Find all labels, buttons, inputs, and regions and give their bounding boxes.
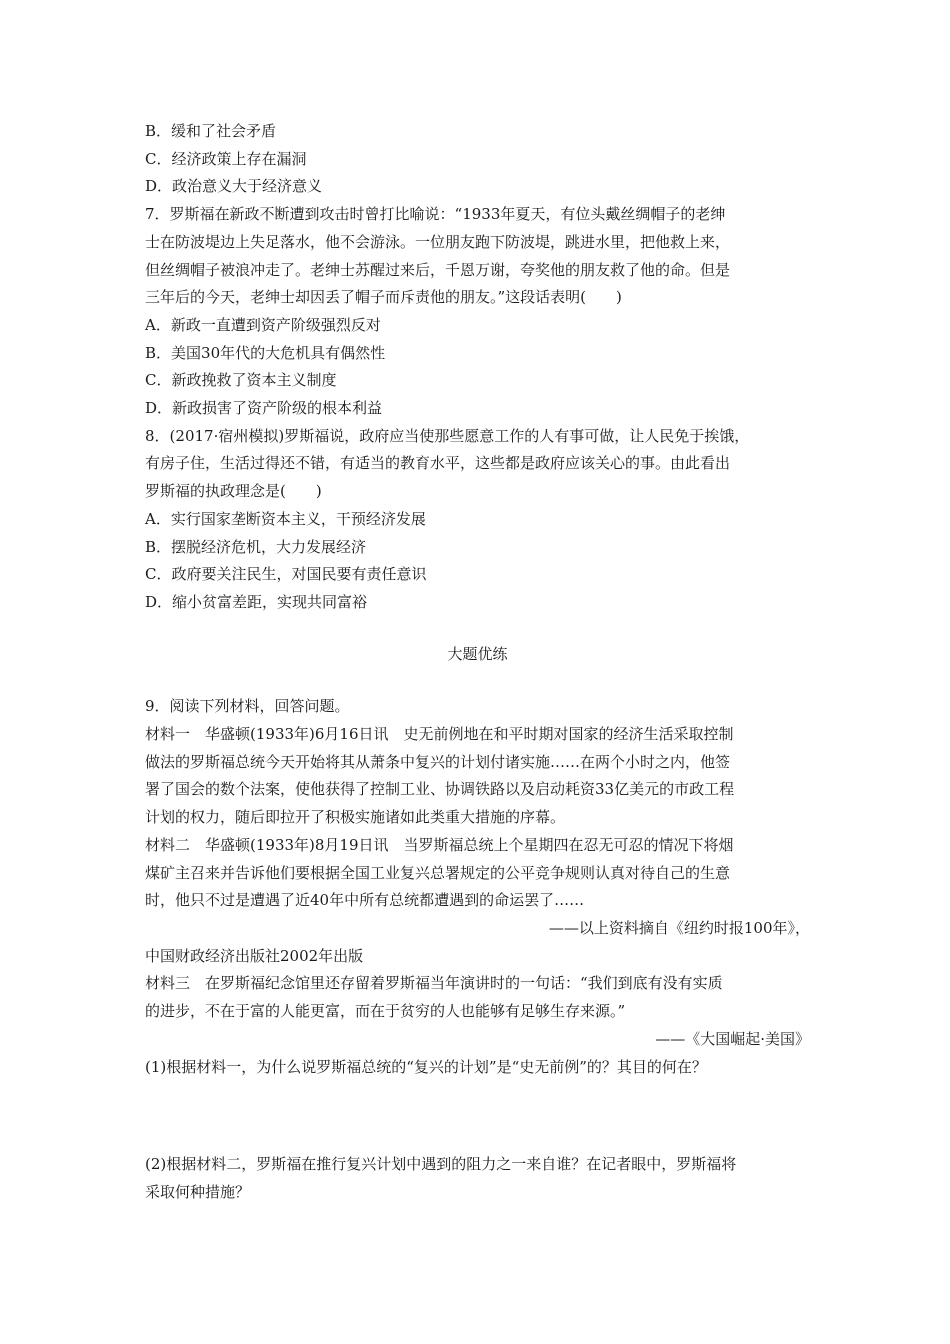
q8-option-d: D．缩小贫富差距，实现共同富裕 bbox=[145, 592, 368, 611]
sub-question-2-line: (2)根据材料二，罗斯福在推行复兴计划中遇到的阻力之一来自谁？在记者眼中，罗斯福将 bbox=[145, 1155, 737, 1174]
material-3-line: 的进步，不在于富的人能更富，而在于贫穷的人也能够有足够生存来源。” bbox=[145, 1002, 626, 1021]
source-citation-1: ——以上资料摘自《纽约时报100年》， bbox=[548, 918, 810, 937]
material-1-line: 署了国会的数个法案，使他获得了控制工业、协调铁路以及启动耗资33亿美元的市政工程 bbox=[145, 780, 735, 799]
q6-option-b: B．缓和了社会矛盾 bbox=[145, 122, 277, 140]
q7-stem-line: 士在防波堤边上失足落水，他不会游泳。一位朋友跑下防波堤，跳进水里，把他救上来， bbox=[145, 232, 731, 251]
sub-question-2 bbox=[145, 1151, 810, 1206]
material-2-line: 材料二 华盛顿(1933年)8月19日讯 当罗斯福总统上个星期四在忍无可忍的情况下将烟 bbox=[145, 835, 734, 854]
q8-stem-line: 有房子住，生活过得还不错，有适当的教育水平，这些都是政府应该关心的事。由此看出 bbox=[145, 454, 731, 473]
q8-option-c: C．政府要关注民生，对国民要有责任意识 bbox=[145, 565, 427, 584]
material-1-line: 做法的罗斯福总统今天开始将其从萧条中复兴的计划付诸实施……在两个小时之内，他签 bbox=[145, 752, 731, 771]
source-citation-1-cont: 中国财政经济出版社2002年出版 bbox=[145, 946, 364, 965]
sub-question-2-line: 采取何种措施？ bbox=[145, 1182, 251, 1201]
q8-option-a: A．实行国家垄断资本主义，干预经济发展 bbox=[145, 509, 426, 528]
q7-stem-line: 三年后的今天，老绅士却因丢了帽子而斥责他的朋友。”这段话表明( ) bbox=[145, 288, 622, 307]
answer-space bbox=[145, 1081, 810, 1151]
question-9 bbox=[145, 693, 810, 1206]
section-title: 大题优练 bbox=[447, 644, 508, 663]
sub-question-1: (1)根据材料一，为什么说罗斯福总统的“复兴的计划”是“史无前例”的？其目的何在？ bbox=[145, 1057, 707, 1076]
material-1 bbox=[145, 721, 810, 832]
material-3-line: 材料三 在罗斯福纪念馆里还存留着罗斯福当年演讲时的一句话：“我们到底有没有实质 bbox=[145, 974, 723, 993]
material-1-line: 计划的权力，随后即拉开了积极实施诸如此类重大措施的序幕。 bbox=[145, 808, 566, 827]
material-1-line: 材料一 华盛顿(1933年)6月16日讯 史无前例地在和平时期对国家的经济生活采取控制 bbox=[145, 725, 734, 744]
q9-intro: 9．阅读下列材料，回答问题。 bbox=[145, 697, 350, 716]
q7-stem-line: 7．罗斯福在新政不断遭到攻击时曾打比喻说：“1933年夏天，有位头戴丝绸帽子的老绅 bbox=[145, 205, 726, 224]
q7-option-c: C．新政挽救了资本主义制度 bbox=[145, 371, 337, 390]
material-2-line: 煤矿主召来并告诉他们要根据全国工业复兴总署规定的公平竞争规则认真对待自己的生意 bbox=[145, 863, 731, 882]
q7-option-d: D．新政损害了资产阶级的根本利益 bbox=[145, 399, 383, 418]
q6-option-c: C．经济政策上存在漏洞 bbox=[145, 149, 307, 168]
source-citation-3: ——《大国崛起·美国》 bbox=[655, 1029, 810, 1048]
q7-option-b: B．美国30年代的大危机具有偶然性 bbox=[145, 343, 386, 362]
material-3 bbox=[145, 970, 810, 1025]
q8-stem-line: 罗斯福的执政理念是( ) bbox=[145, 482, 322, 501]
q7-stem-line: 但丝绸帽子被浪冲走了。老绅士苏醒过来后，千恩万谢，夸奖他的朋友救了他的命。但是 bbox=[145, 260, 731, 279]
question-7 bbox=[145, 201, 810, 423]
page-content bbox=[145, 118, 810, 1207]
q7-option-a: A．新政一直遭到资产阶级强烈反对 bbox=[145, 315, 381, 334]
material-2-line: 时，他只不过是遭遇了近40年中所有总统都遭遇到的命运罢了…… bbox=[145, 891, 585, 910]
q8-stem-line: 8．(2017·宿州模拟)罗斯福说，政府应当使那些愿意工作的人有事可做，让人民免于挨饿， bbox=[145, 426, 750, 445]
q6-options bbox=[145, 118, 810, 201]
question-8 bbox=[145, 423, 810, 617]
q8-option-b: B．摆脱经济危机，大力发展经济 bbox=[145, 537, 367, 556]
material-2 bbox=[145, 832, 810, 915]
q6-option-d: D．政治意义大于经济意义 bbox=[145, 177, 323, 196]
